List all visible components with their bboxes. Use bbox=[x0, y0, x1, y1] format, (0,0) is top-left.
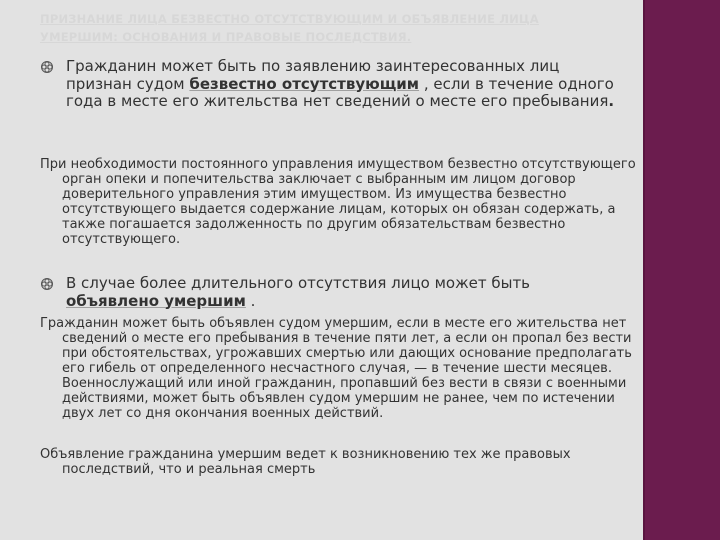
flower-bullet-icon bbox=[40, 277, 54, 291]
slide-title: ПРИЗНАНИЕ ЛИЦА БЕЗВЕСТНО ОТСУТСТВУЮЩИМ И ОБЪЯВЛЕНИЕ ЛИЦА УМЕРШИМ: ОСНОВАНИЯ И ПРАВОВЫЕ ПОСЛЕДСТВИЯ. bbox=[40, 12, 539, 44]
paragraph-consequences: Объявление гражданина умершим ведет к возникновению тех же правовых последствий, что и реальная смерть bbox=[40, 447, 571, 477]
flower-bullet-icon bbox=[40, 60, 54, 74]
decorative-sidebar bbox=[643, 0, 720, 540]
bullet-text-start: В случае более длительного отсутствия лицо может быть bbox=[66, 274, 531, 292]
sidebar-edge bbox=[643, 0, 645, 540]
bullet-item-deceased bbox=[40, 275, 620, 310]
paragraph-trust-management: При необходимости постоянного управления имуществом безвестно отсутствующего орган опеки и попечительства заключает с выбранным им лицом договор доверительного управления этим имуществом. Из имущества безвестно отсутствующего выдается содержание лицам, которых он обязан содержать, а также погашается задолженность по другим обязательствам безвестно отсутствующего. bbox=[40, 157, 636, 247]
bullet-text bbox=[66, 58, 620, 111]
term-absent: безвестно отсутствующим bbox=[189, 74, 420, 93]
bullet-text-rest: . bbox=[245, 291, 256, 310]
bullet-text-end: . bbox=[608, 92, 615, 110]
paragraph-declared-dead: Гражданин может быть объявлен судом умершим, если в месте его жительства нет сведений о месте его пребывания в течение пяти лет, а если он пропал без вести при обстоятельствах, угрожавших смертью или дающих основание предполагать его гибель от определенного несчастного случая, — в течение шести месяцев. Военнослужащий или иной гражданин, пропавший без вести в связи с военными действиями, может быть объявлен судом умершим не ранее, чем по истечении двух лет со дня окончания военных действий. bbox=[40, 316, 632, 421]
bullet-text-start: Гражданин может быть по заявлению заинтересованных лиц признан судом bbox=[66, 57, 560, 93]
bullet-text bbox=[66, 275, 620, 310]
bullet-item-absent bbox=[40, 58, 620, 111]
bullet-text-rest: , если в течение одного года в месте его жительства нет сведений о месте его пребывания bbox=[66, 74, 614, 110]
term-deceased: объявлено умершим bbox=[66, 291, 246, 310]
